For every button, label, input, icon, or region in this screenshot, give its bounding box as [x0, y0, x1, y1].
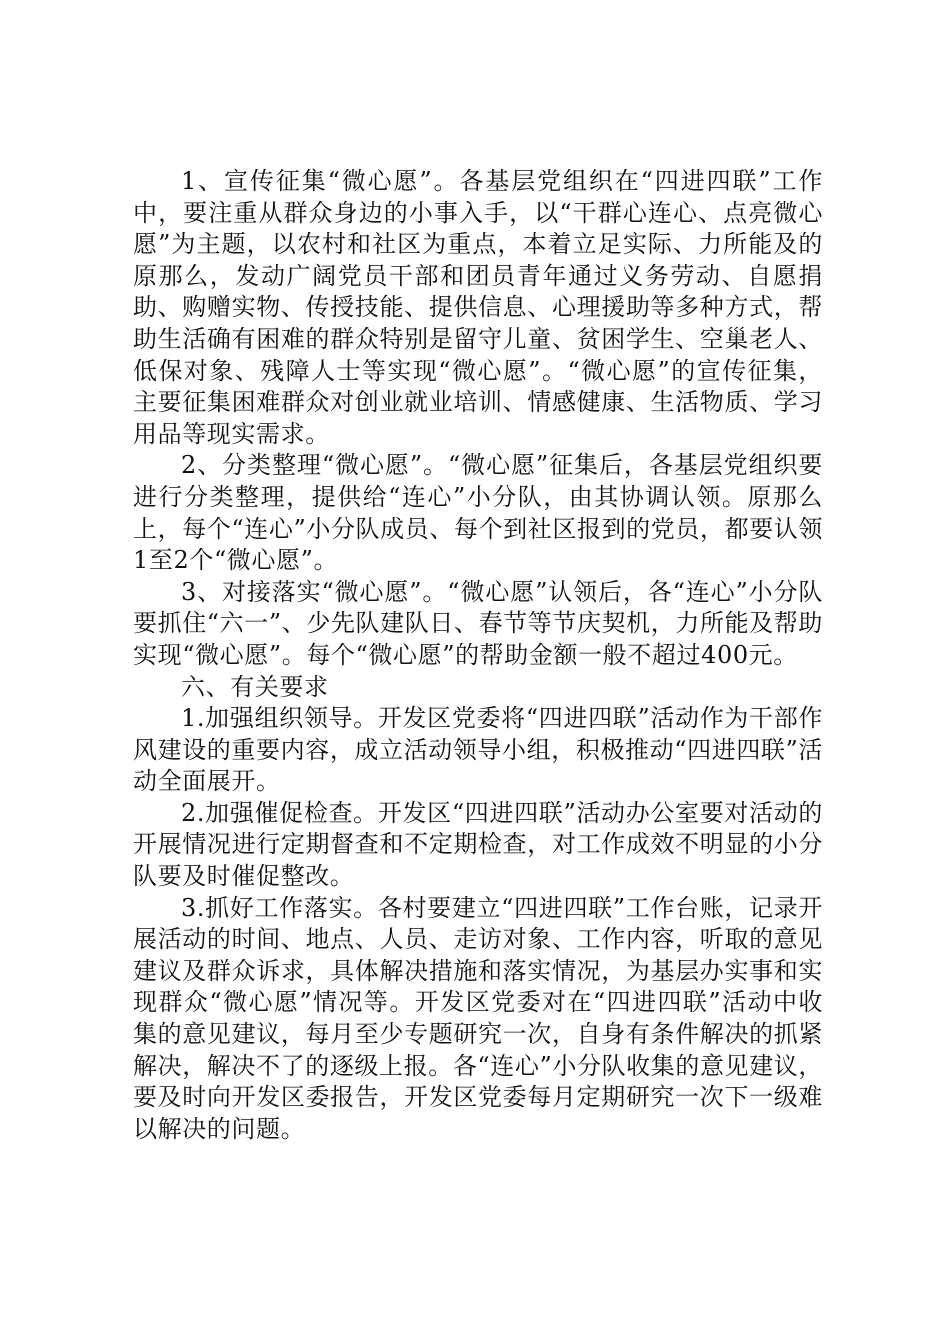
paragraph-strengthen-leadership: 1.加强组织领导。开发区党委将“四进四联”活动作为干部作风建设的重要内容，成立活动领导小组，积极推动“四进四联”活动全面展开。 [133, 704, 823, 796]
paragraph-implement-wishes: 3、对接落实“微心愿”。“微心愿”认领后，各“连心”小分队要抓住“六一”、少先队建队日、春节等节庆契机，力所能及帮助实现“微心愿”。每个“微心愿”的帮助金额一般不超过400元。 [133, 577, 823, 669]
paragraph-implementation: 3.抓好工作落实。各村要建立“四进四联”工作台账，记录开展活动的时间、地点、人员、走访对象、工作内容，听取的意见建议及群众诉求，具体解决措施和落实情况，为基层办实事和实现群众“微心愿”情况等。开发区党委对在“四进四联”活动中收集的意见建议，每月至少专题研究一次，自身有条件解决的抓紧解决，解决不了的逐级上报。各“连心”小分队收集的意见建议，要及时向开发区委报告，开发区党委每月定期研究一次下一级难以解决的问题。 [133, 893, 823, 1143]
document-body [133, 166, 823, 1145]
paragraph-collect-wishes: 1、宣传征集“微心愿”。各基层党组织在“四进四联”工作中，要注重从群众身边的小事入手，以“干群心连心、点亮微心愿”为主题，以农村和社区为重点，本着立足实际、力所能及的原那么，发动广阔党员干部和团员青年通过义务劳动、自愿捐助、购赠实物、传授技能、提供信息、心理援助等多种方式，帮助生活确有困难的群众特别是留守儿童、贫困学生、空巢老人、低保对象、残障人士等实现“微心愿”。“微心愿”的宣传征集，主要征集困难群众对创业就业培训、情感健康、生活物质、学习用品等现实需求。 [133, 167, 823, 448]
paragraph-strengthen-inspection: 2.加强催促检查。开发区“四进四联”活动办公室要对活动的开展情况进行定期督查和不定期检查，对工作成效不明显的小分队要及时催促整改。 [133, 798, 823, 891]
section-heading-requirements: 六、有关要求 [181, 672, 329, 701]
paragraph-classify-wishes: 2、分类整理“微心愿”。“微心愿”征集后，各基层党组织要进行分类整理，提供给“连心”小分队，由其协调认领。原那么上，每个“连心”小分队成员、每个到社区报到的党员，都要认领1至2个“微心愿”。 [133, 451, 823, 575]
